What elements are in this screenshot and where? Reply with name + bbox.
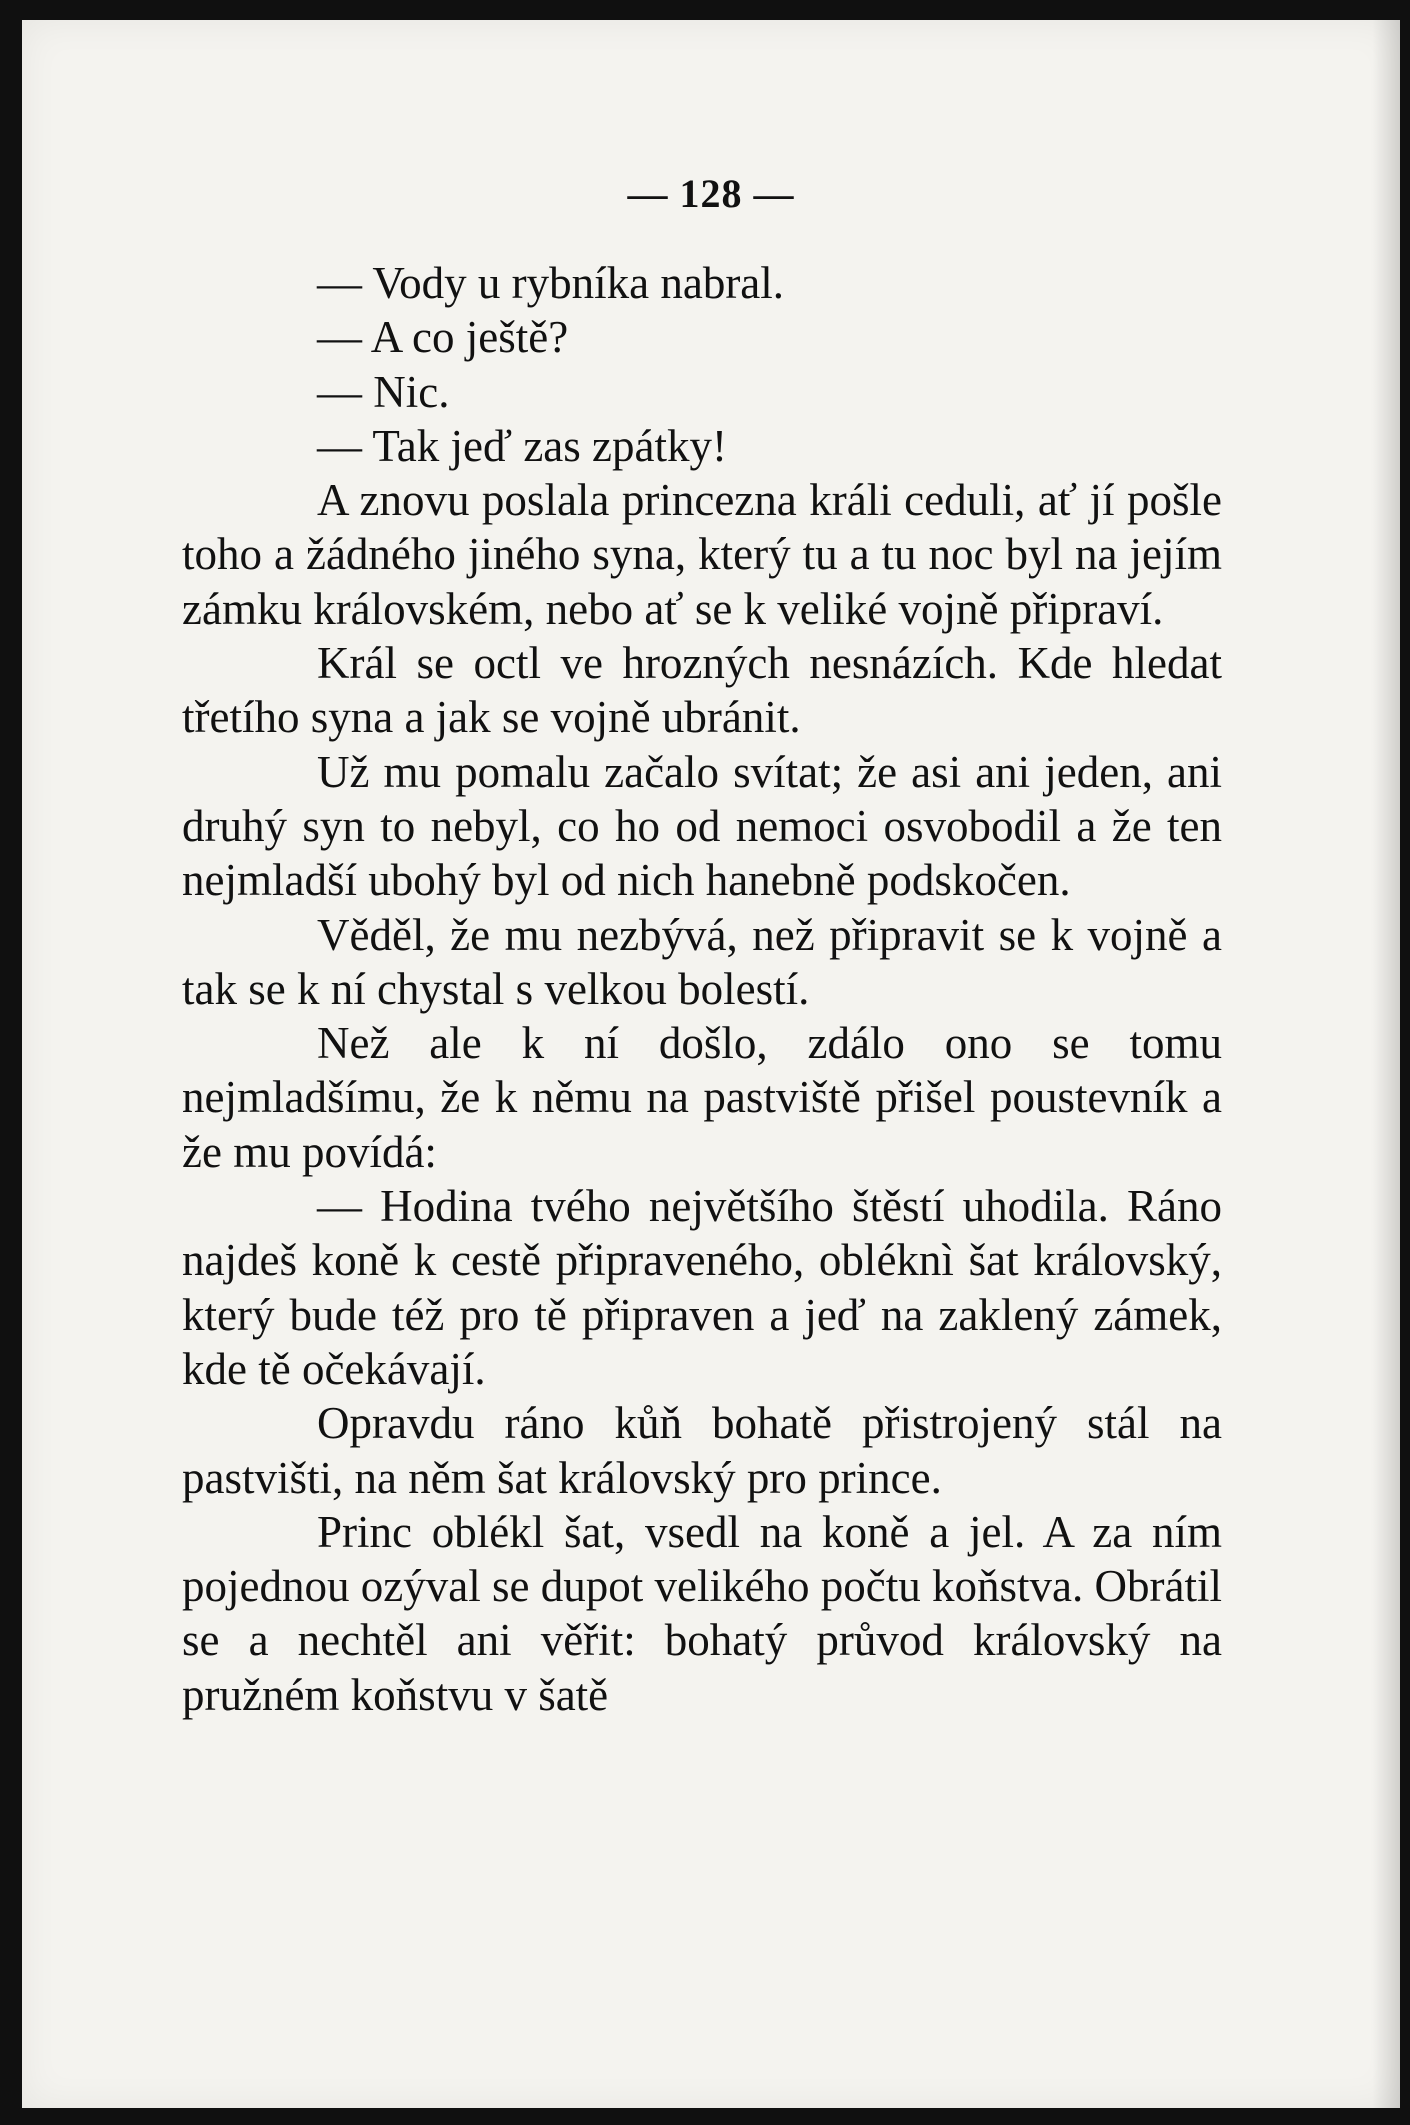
paragraph-1: — Vody u rybníka nabral. bbox=[317, 258, 785, 308]
page-body bbox=[182, 256, 1222, 1722]
paragraph-10: — Hodina tvého největšího štěstí uhodila. Ráno najdeš koně k cestě připraveného, obléknì šat královský, který bude též pro tě připraven a jeď na zaklený zámek, kde tě očekávají. bbox=[182, 1181, 1222, 1394]
page-edge-shadow bbox=[1372, 20, 1400, 2108]
page-number: — 128 — bbox=[627, 171, 795, 216]
paragraph-11: Opravdu ráno kůň bohatě přistrojený stál na pastvišti, na něm šat královský pro prince. bbox=[182, 1398, 1222, 1503]
paragraph-3: — Nic. bbox=[317, 366, 450, 417]
paragraph-8: Věděl, že mu nezbývá, než připravit se k vojně a tak se k ní chystal s velkou bolestí. bbox=[182, 909, 1222, 1014]
paragraph-5: A znovu poslala princezna králi ceduli, ať jí pošle toho a žádného jiného syna, který tu a tu noc byl na jejím zámku královském, nebo ať se k veliké vojně připraví. bbox=[182, 475, 1222, 634]
paragraph-12: Princ oblékl šat, vsedl na koně a jel. A za ním pojednou ozýval se dupot velikého počtu koňstva. Obrátil se a nechtěl ani věřit: bohatý průvod královský na pružném koňstvu v šatě bbox=[182, 1506, 1222, 1720]
paragraph-6: Král se octl ve hrozných nesnázích. Kde hledat třetího syna a jak se vojně ubránit. bbox=[182, 638, 1222, 743]
paragraph-7: Už mu pomalu začalo svítat; že asi ani jeden, ani druhý syn to nebyl, co ho od nemoci osvobodil a že ten nejmladší ubohý byl od nich hanebně podskočen. bbox=[182, 746, 1222, 906]
paragraph-4: — Tak jeď zas zpátky! bbox=[317, 420, 727, 471]
book-page bbox=[22, 20, 1400, 2108]
paragraph-2: — A co ještě? bbox=[317, 312, 569, 363]
paragraph-9: Než ale k ní došlo, zdálo ono se tomu nejmladšímu, že k němu na pastviště přišel poustevník a že mu povídá: bbox=[182, 1018, 1222, 1177]
